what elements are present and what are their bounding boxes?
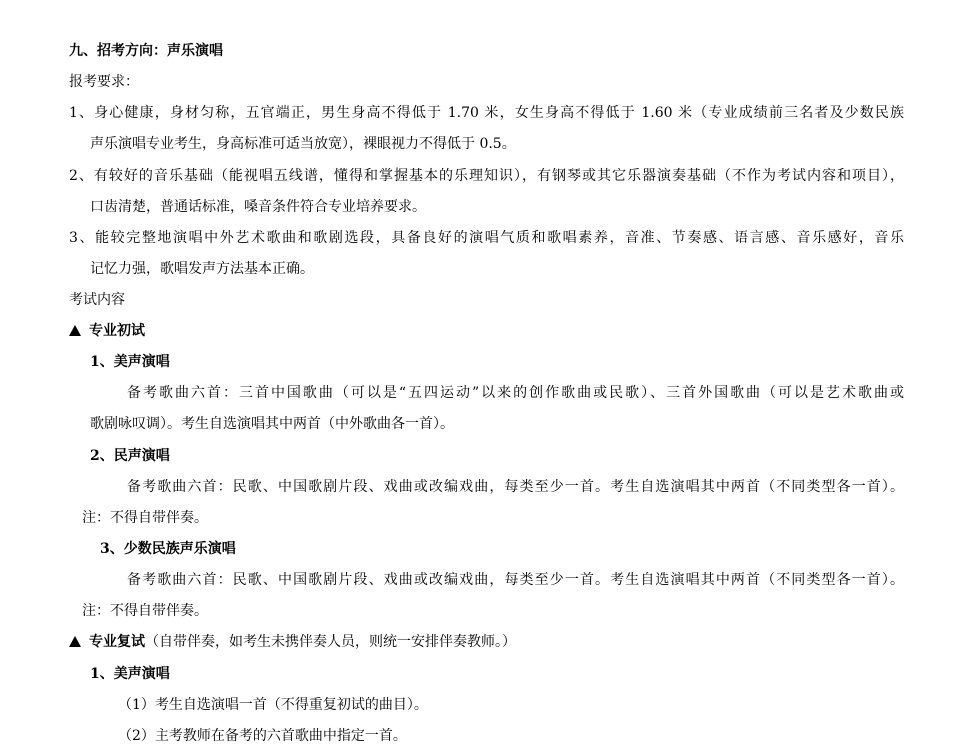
retest-heading-row xyxy=(69,632,516,652)
requirement-1-line1: 1、身心健康，身材匀称，五官端正，男生身高不得低于 1.70 米，女生身高不得低于 1.60 米（专业成绩前三名者及少数民族 xyxy=(69,105,904,121)
preliminary-item-1-line1: 备考歌曲六首：三首中国歌曲（可以是“五四运动”以来的创作歌曲或民歌）、三首外国歌曲（可以是艺术歌曲或 xyxy=(127,385,904,401)
preliminary-item-1-line2: 歌剧咏叹调）。考生自选演唱其中两首（中外歌曲各一首）。 xyxy=(90,416,454,432)
preliminary-item-3-line1: 备考歌曲六首：民歌、中国歌剧片段、戏曲或改编戏曲，每类至少一首。考生自选演唱其中两首（不同类型各一首）。 xyxy=(127,572,904,588)
preliminary-item-3-title: 3、少数民族声乐演唱 xyxy=(100,541,236,557)
requirement-3-line2: 记忆力强，歌唱发声方法基本正确。 xyxy=(90,261,314,277)
retest-item-1-sub-2: （2）主考教师在备考的六首歌曲中指定一首。 xyxy=(118,728,407,744)
section-heading: 九、招考方向：声乐演唱 xyxy=(69,43,223,59)
triangle-bullet-icon xyxy=(69,325,81,336)
requirement-1-line2: 声乐演唱专业考生，身高标准可适当放宽），裸眼视力不得低于 0.5。 xyxy=(90,136,516,152)
preliminary-item-1-title: 1、美声演唱 xyxy=(90,354,170,370)
retest-item-1-sub-1: （1）考生自选演唱一首（不得重复初试的曲目）。 xyxy=(118,697,428,713)
preliminary-item-2-line1: 备考歌曲六首：民歌、中国歌剧片段、戏曲或改编戏曲，每类至少一首。考生自选演唱其中两首（不同类型各一首）。 xyxy=(127,479,904,495)
preliminary-heading: 专业初试 xyxy=(89,323,145,339)
requirement-3-line1: 3、能较完整地演唱中外艺术歌曲和歌剧选段，具备良好的演唱气质和歌唱素养，音准、节奏感、语言感、音乐感好，音乐 xyxy=(69,230,904,246)
exam-content-heading: 考试内容 xyxy=(69,292,125,308)
preliminary-item-2-note: 注：不得自带伴奏。 xyxy=(82,510,208,526)
preliminary-heading-row xyxy=(69,321,145,341)
triangle-bullet-icon xyxy=(69,636,81,647)
retest-item-1-title: 1、美声演唱 xyxy=(90,666,170,682)
retest-note: （自带伴奏，如考生未携伴奏人员，则统一安排伴奏教师。） xyxy=(145,634,516,650)
preliminary-item-3-note: 注：不得自带伴奏。 xyxy=(82,603,208,619)
requirement-2-line1: 2、有较好的音乐基础（能视唱五线谱，懂得和掌握基本的乐理知识），有钢琴或其它乐器演奏基础（不作为考试内容和项目）， xyxy=(69,168,904,184)
retest-heading: 专业复试 xyxy=(89,634,145,650)
requirements-heading: 报考要求： xyxy=(69,74,139,90)
preliminary-item-2-title: 2、民声演唱 xyxy=(90,448,170,464)
requirement-2-line2: 口齿清楚，普通话标准，嗓音条件符合专业培养要求。 xyxy=(90,199,426,215)
